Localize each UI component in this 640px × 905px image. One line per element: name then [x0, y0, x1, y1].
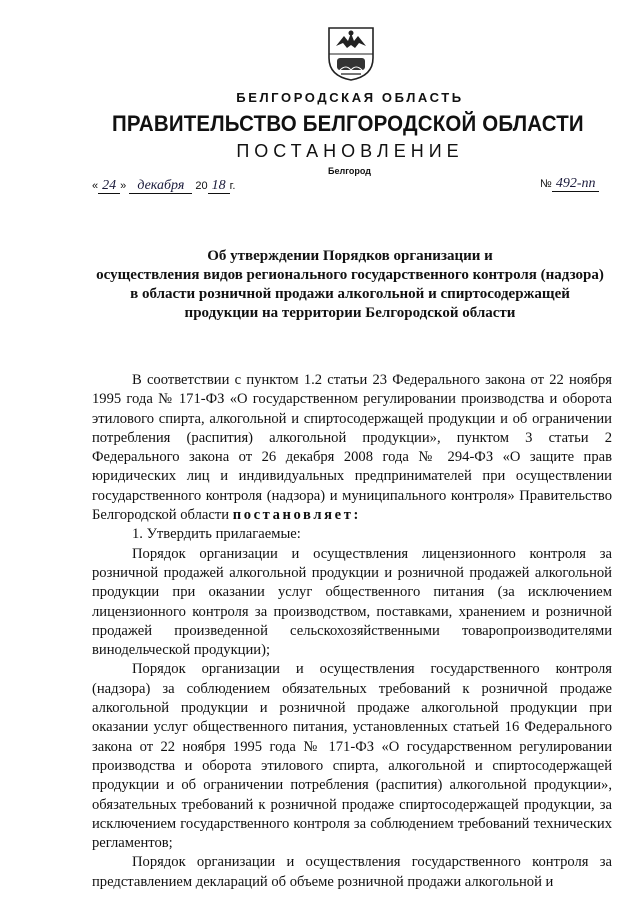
date-year-suffix: 18 — [208, 178, 230, 194]
coat-of-arms-icon — [326, 24, 376, 82]
document-number — [540, 176, 599, 192]
document-date — [92, 178, 235, 194]
government-heading: ПРАВИТЕЛЬСТВО БЕЛГОРОДСКОЙ ОБЛАСТИ — [111, 111, 584, 136]
date-day: 24 — [98, 178, 120, 194]
date-quote-open: « — [92, 180, 99, 192]
procedure-paragraph-1: Порядок организации и осуществления лицензионного контроля за розничной продажей алкогольной продукции и розничной продажей алкогольной продукции при оказании услуг общественного питания (за исключением лицензионного контроля за производством, поставками, хранением и розничной продажей произведенной сельскохозяйственными товаропроизводителями винодельческой продукции); — [92, 545, 612, 659]
date-year-unit: г. — [229, 180, 236, 192]
title-line: осуществления видов регионального государственного контроля (надзора) — [96, 267, 604, 283]
approve-paragraph: 1. Утвердить прилагаемые: — [132, 526, 301, 543]
preamble-paragraph — [92, 371, 612, 525]
number-value: 492-пп — [552, 176, 600, 192]
title-line: продукции на территории Белгородской области — [184, 305, 516, 321]
city-label: Белгород — [328, 166, 371, 176]
procedure-paragraph-2: Порядок организации и осуществления государственного контроля (надзора) за соблюдением обязательных требований к розничной продаже алкогольной продукции и розничной продаже алкогольной продукции при оказании услуг общественного питания, установленных статьей 16 Федерального закона от 22 ноября 1995 года № 171-ФЗ «О государственном регулировании производства и оборота этилового спирта, алкогольной и спиртосодержащей продукции и об ограничении потребления (распития) алкогольной продукции», обязательных требований к розничной продаже спиртосодержащей продукции, за исключением государственного контроля за соблюдением требований технических регламентов; — [92, 661, 612, 852]
document-title — [70, 247, 630, 323]
procedure-paragraph-3: Порядок организации и осуществления государственного контроля за представлением деклараций об объеме розничной продажи алкогольной и — [92, 854, 612, 890]
title-line: в области розничной продажи алкогольной и спиртосодержащей — [130, 286, 570, 302]
date-year-prefix: 20 — [195, 180, 208, 192]
region-heading: БЕЛГОРОДСКАЯ ОБЛАСТЬ — [236, 90, 464, 105]
number-prefix: № — [540, 178, 552, 190]
decree-action: постановляет: — [232, 507, 361, 524]
date-month: декабря — [129, 178, 192, 194]
document-type: ПОСТАНОВЛЕНИЕ — [236, 141, 464, 161]
title-line: Об утверждении Порядков организации и — [207, 248, 493, 264]
document-body — [92, 371, 612, 892]
preamble-text: В соответствии с пунктом 1.2 статьи 23 Федерального закона от 22 ноября 1995 года № 171-ФЗ «О государственном регулировании производства и оборота этилового спирта, алкогольной и спиртосодержащей продукции и об ограничении потребления (распития) алкогольной продукции», пунктом 3 статьи 2 Федерального закона от 26 декабря 2008 года № 294-ФЗ «О защите прав юридических лиц и индивидуальных предпринимателей при осуществлении государственного контроля (надзора) и муниципального контроля» Правительство Белгородской области — [92, 372, 612, 524]
date-quote-close: » — [120, 180, 127, 192]
